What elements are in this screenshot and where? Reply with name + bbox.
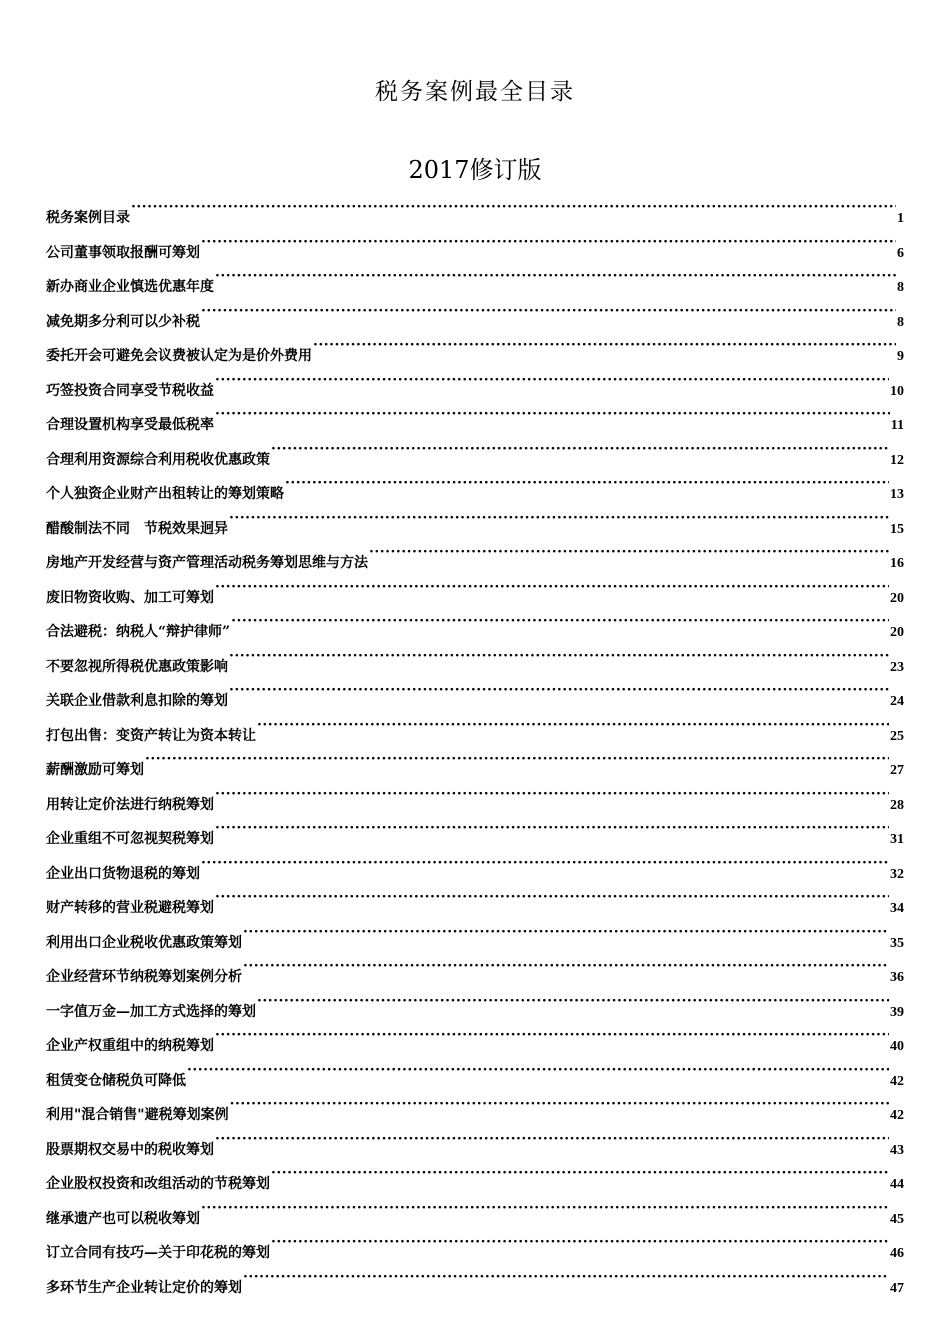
- toc-dot-leader: [271, 434, 889, 464]
- toc-entry-page-number: 8: [897, 314, 904, 330]
- toc-entry-title: 委托开会可避免会议费被认定为是价外费用: [46, 348, 312, 364]
- toc-entry-page-number: 45: [890, 1211, 904, 1227]
- toc-dot-leader: [271, 1227, 889, 1257]
- toc-entry-title: 企业出口货物退税的筹划: [46, 865, 200, 882]
- toc-entry[interactable]: [46, 779, 904, 814]
- toc-entry-page-number: 27: [890, 763, 904, 778]
- toc-entry-page-number: 9: [897, 349, 904, 364]
- toc-entry-title: 多环节生产企业转让定价的筹划: [46, 1279, 242, 1296]
- toc-entry-page-number: 43: [890, 1142, 904, 1158]
- toc-entry-title: 企业重组不可忽视契税筹划: [46, 831, 214, 847]
- toc-entry-title: 新办商业企业慎选优惠年度: [46, 279, 214, 295]
- toc-entry-title: 关联企业借款利息扣除的筹划: [46, 693, 228, 709]
- toc-entry-page-number: 28: [890, 797, 904, 813]
- toc-entry-title: 企业股权投资和改组活动的节税筹划: [46, 1176, 270, 1192]
- toc-entry[interactable]: [46, 227, 904, 262]
- toc-entry-title: 醋酸制法不同 节税效果迥异: [46, 520, 228, 537]
- toc-entry-page-number: 8: [897, 280, 904, 295]
- toc-entry-title: 订立合同有技巧—关于印花税的筹划: [46, 1245, 270, 1261]
- toc-entry-page-number: 11: [890, 418, 904, 433]
- toc-dot-leader: [187, 1055, 889, 1085]
- toc-entry-page-number: 46: [890, 1246, 904, 1261]
- toc-dot-leader: [215, 399, 890, 429]
- toc-entry-page-number: 25: [890, 728, 904, 744]
- toc-dot-leader: [201, 1193, 889, 1223]
- toc-dot-leader: [145, 744, 889, 774]
- toc-entry-page-number: 15: [890, 521, 904, 537]
- toc-entry-title: 薪酬激励可筹划: [46, 762, 144, 778]
- toc-dot-leader: [229, 675, 889, 705]
- toc-entry-title: 利用"混合销售"避税筹划案例: [46, 1107, 229, 1123]
- toc-dot-leader: [231, 606, 889, 636]
- toc-entry-title: 合理设置机构享受最低税率: [46, 417, 214, 433]
- toc-entry-title: 房地产开发经营与资产管理活动税务筹划思维与方法: [46, 555, 368, 571]
- toc-dot-leader: [257, 710, 889, 740]
- toc-entry-title: 合理利用资源综合利用税收优惠政策: [46, 451, 270, 468]
- toc-dot-leader: [313, 330, 896, 360]
- toc-entry-title: 个人独资企业财产出租转让的筹划策略: [46, 486, 284, 502]
- toc-entry-title: 继承遗产也可以税收筹划: [46, 1210, 200, 1227]
- toc-entry-page-number: 31: [890, 832, 904, 847]
- toc-entry-page-number: 23: [890, 659, 904, 675]
- toc-dot-leader: [215, 779, 889, 809]
- toc-dot-leader: [201, 296, 896, 326]
- toc-entry-page-number: 10: [890, 383, 904, 399]
- toc-entry-page-number: 47: [890, 1280, 904, 1296]
- toc-dot-leader: [230, 1089, 889, 1119]
- toc-entry-title: 用转让定价法进行纳税筹划: [46, 796, 214, 813]
- toc-dot-leader: [215, 572, 889, 602]
- toc-dot-leader: [257, 986, 889, 1016]
- table-of-contents: [46, 192, 904, 1296]
- toc-entry-page-number: 20: [890, 625, 904, 640]
- toc-entry[interactable]: [46, 192, 904, 227]
- toc-dot-leader: [243, 1262, 889, 1292]
- toc-dot-leader: [243, 951, 889, 981]
- toc-entry-page-number: 20: [890, 590, 904, 606]
- toc-dot-leader: [215, 1020, 889, 1050]
- toc-entry-page-number: 42: [890, 1108, 904, 1123]
- toc-entry-page-number: 42: [890, 1073, 904, 1089]
- toc-dot-leader: [229, 503, 889, 533]
- toc-entry-title: 租赁变仓储税负可降低: [46, 1072, 186, 1089]
- toc-entry-title: 合法避税：纳税人“辩护律师”: [46, 624, 231, 640]
- toc-entry-title: 利用出口企业税收优惠政策筹划: [46, 934, 242, 951]
- toc-entry-page-number: 16: [890, 556, 904, 571]
- toc-entry-title: 一字值万金—加工方式选择的筹划: [46, 1003, 256, 1020]
- toc-dot-leader: [131, 192, 896, 222]
- toc-entry-page-number: 1: [897, 211, 904, 226]
- toc-entry-title: 企业产权重组中的纳税筹划: [46, 1038, 214, 1054]
- toc-entry-title: 企业经营环节纳税筹划案例分析: [46, 969, 242, 985]
- toc-entry-title: 巧签投资合同享受节税收益: [46, 382, 214, 399]
- document-subtitle: 2017修订版: [408, 155, 542, 184]
- toc-dot-leader: [229, 641, 889, 671]
- toc-entry-title: 减免期多分利可以少补税: [46, 313, 200, 330]
- toc-dot-leader: [201, 227, 896, 257]
- toc-dot-leader: [201, 848, 889, 878]
- toc-entry-title: 不要忽视所得税优惠政策影响: [46, 658, 228, 675]
- toc-entry-title: 股票期权交易中的税收筹划: [46, 1141, 214, 1158]
- toc-entry-title: 打包出售：变资产转让为资本转让: [46, 727, 256, 744]
- toc-entry-title: 废旧物资收购、加工可筹划: [46, 589, 214, 606]
- document-title: 税务案例最全目录: [375, 79, 575, 106]
- toc-entry-page-number: 12: [890, 452, 904, 468]
- toc-dot-leader: [369, 537, 889, 567]
- toc-dot-leader: [271, 1158, 889, 1188]
- toc-entry-page-number: 34: [890, 901, 904, 916]
- toc-entry-page-number: 13: [890, 487, 904, 502]
- toc-entry-page-number: 35: [890, 935, 904, 951]
- toc-dot-leader: [215, 261, 896, 291]
- toc-entry-title: 税务案例目录: [46, 210, 130, 226]
- toc-entry-page-number: 39: [890, 1004, 904, 1020]
- toc-dot-leader: [243, 917, 889, 947]
- toc-entry-page-number: 44: [890, 1177, 904, 1192]
- toc-entry-title: 财产转移的营业税避税筹划: [46, 900, 214, 916]
- toc-dot-leader: [215, 365, 889, 395]
- toc-entry-page-number: 32: [890, 866, 904, 882]
- toc-entry-page-number: 6: [897, 245, 904, 261]
- toc-entry-page-number: 40: [890, 1039, 904, 1054]
- toc-entry[interactable]: [46, 744, 904, 779]
- toc-entry-page-number: 36: [890, 970, 904, 985]
- toc-dot-leader: [285, 468, 889, 498]
- toc-dot-leader: [215, 1124, 889, 1154]
- toc-dot-leader: [215, 882, 889, 912]
- toc-dot-leader: [215, 813, 889, 843]
- toc-entry-page-number: 24: [890, 694, 904, 709]
- toc-entry-title: 公司董事领取报酬可筹划: [46, 244, 200, 261]
